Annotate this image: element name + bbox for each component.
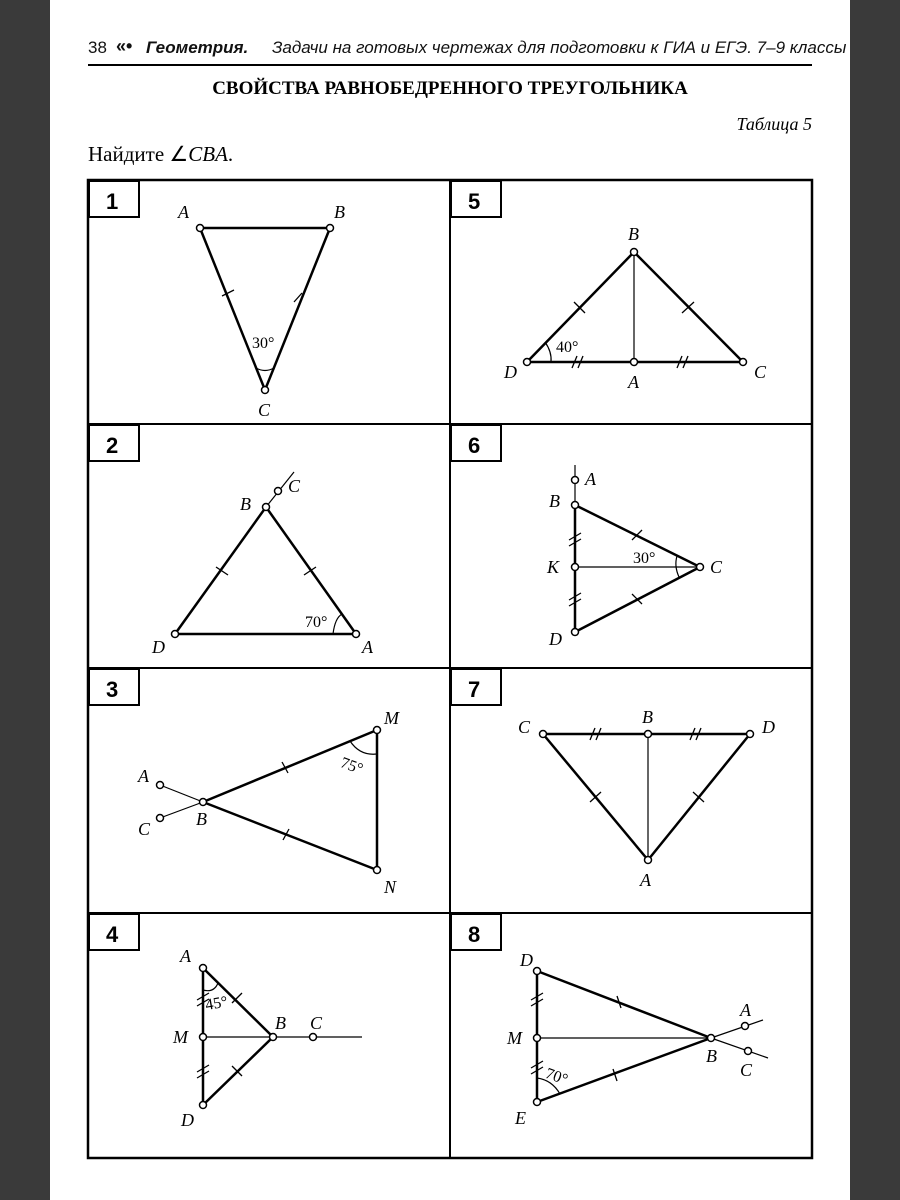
svg-text:1: 1 <box>106 189 119 214</box>
task-target: CBA <box>188 142 228 166</box>
vertex-label-c: C <box>258 400 271 420</box>
figure-2 <box>151 472 374 657</box>
problem-number-2 <box>89 425 139 461</box>
vertex-label-c: C <box>288 476 301 496</box>
vertex-label-d: D <box>152 637 165 657</box>
cell-number-boxes <box>89 181 501 950</box>
vertex-label-e: E <box>515 1108 526 1128</box>
problem-number-8 <box>451 914 501 950</box>
vertex-label-b: B <box>240 494 251 514</box>
vertex-label-b: B <box>549 491 560 511</box>
vertex-label-d: D <box>520 950 533 970</box>
page-number: 38 <box>88 38 107 57</box>
angle-label: 30° <box>633 550 656 567</box>
angle-label: 30° <box>252 335 275 352</box>
angle-label: 40° <box>556 339 579 356</box>
figure-3 <box>137 708 400 897</box>
vertex-label-c: C <box>138 819 151 839</box>
svg-text:7: 7 <box>468 677 481 702</box>
book-subtitle: Задачи на готовых чертежах для подготовки к ГИА и ЕГЭ. 7–9 классы <box>272 38 847 57</box>
task-prefix: Найдите <box>88 142 170 166</box>
vertex-label-n: N <box>384 877 397 897</box>
problem-number-6 <box>451 425 501 461</box>
vertex-label-m: M <box>507 1028 522 1048</box>
vertex-label-a: A <box>640 870 651 890</box>
vertex-label-b: B <box>334 202 345 222</box>
svg-text:5: 5 <box>468 189 481 214</box>
vertex-label-a: A <box>740 1000 751 1020</box>
figure-4 <box>172 946 362 1130</box>
vertex-label-a: A <box>628 372 639 392</box>
svg-text:8: 8 <box>468 922 481 947</box>
vertex-label-b: B <box>196 809 207 829</box>
vertex-label-c: C <box>710 557 723 577</box>
angle-label: 70° <box>543 1065 570 1089</box>
figure-8 <box>506 950 768 1128</box>
figure-6 <box>546 465 723 649</box>
table-reference: Таблица 5 <box>736 114 812 134</box>
vertex-label-a: A <box>585 469 596 489</box>
vertex-label-b: B <box>706 1046 717 1066</box>
svg-text:3: 3 <box>106 677 119 702</box>
vertex-label-b: B <box>275 1013 286 1033</box>
vertex-label-a: A <box>178 202 189 222</box>
vertex-label-a: A <box>362 637 373 657</box>
problem-number-3 <box>89 669 139 705</box>
vertex-label-a: A <box>180 946 191 966</box>
problem-number-1 <box>89 181 139 217</box>
header-marker: «• <box>116 36 133 56</box>
angle-label: 45° <box>203 993 229 1015</box>
vertex-label-m: M <box>384 708 399 728</box>
figure-1 <box>177 202 345 420</box>
vertex-label-b: B <box>642 707 653 727</box>
vertex-label-c: C <box>740 1060 753 1080</box>
angle-label: 75° <box>338 754 366 779</box>
vertex-label-d: D <box>549 629 562 649</box>
vertex-label-d: D <box>504 362 517 382</box>
book-title: Геометрия. <box>146 38 249 57</box>
vertex-label-k: K <box>547 557 560 577</box>
task-suffix: . <box>227 142 234 166</box>
vertex-label-a: A <box>138 766 149 786</box>
problem-number-4 <box>89 914 139 950</box>
figure-5 <box>503 224 767 392</box>
vertex-label-c: C <box>754 362 767 382</box>
problem-number-5 <box>451 181 501 217</box>
problem-number-7 <box>451 669 501 705</box>
vertex-label-d: D <box>762 717 775 737</box>
angle-symbol: ∠ <box>169 142 189 166</box>
vertex-label-c: C <box>310 1013 323 1033</box>
angle-label: 70° <box>305 614 328 631</box>
svg-text:2: 2 <box>106 433 119 458</box>
figure-7 <box>518 707 775 890</box>
svg-text:4: 4 <box>106 922 119 947</box>
vertex-label-m: M <box>173 1027 188 1047</box>
vertex-label-c: C <box>518 717 531 737</box>
section-title: СВОЙСТВА РАВНОБЕДРЕННОГО ТРЕУГОЛЬНИКА <box>212 78 688 99</box>
svg-text:6: 6 <box>468 433 481 458</box>
vertex-label-b: B <box>628 224 639 244</box>
vertex-label-d: D <box>181 1110 194 1130</box>
